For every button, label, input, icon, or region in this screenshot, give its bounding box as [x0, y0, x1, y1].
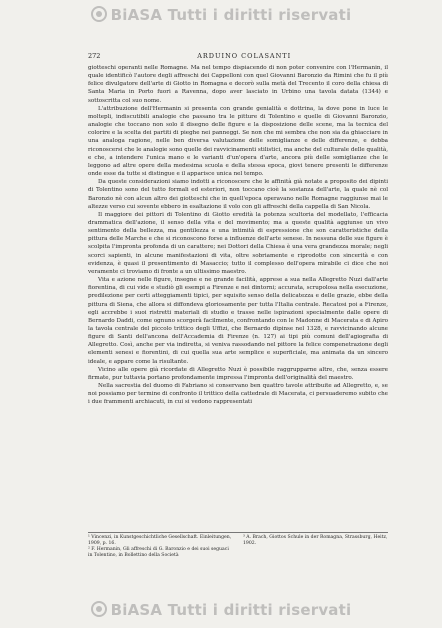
paragraph: Nella sacrestia del duomo di Fabriano si conservano ben quattro tavole attribuite ad Allegretto, e, se noi possiamo per termine di confronto il trittico della cattedrale di Macerata, ci persuaderemo subito che i due frammenti archiacuti, in cui si vedono rappresentati	[88, 383, 388, 406]
watermark-text: BiASA Tutti i diritti riservati	[110, 601, 352, 619]
paragraph: Da queste considerazioni siamo indotti a riconoscere che le affinità già notate a proposito dei dipinti di Tolentino sono del tutto formali ed esteriori, non toccano cioè la sostanza dell'arte, la quale nè col Baronzio nè con alcun altro dei giotteschi che in quell'epoca operavano nelle Romagne raggiunse mai le altezze verso cui sovente ebbero in esaltazione il volo con gli affreschi della cappella di San Nicola.	[88, 179, 388, 210]
page-number: 272	[88, 52, 101, 60]
running-title: ARDUINO COLASANTI	[197, 52, 292, 60]
body-text	[88, 64, 388, 407]
paragraph: Il maggiore dei pittori di Tolentino di Giotto eredità la potenza scultoria del modellato, l'efficacia drammatica dell'azione, il senso della vita e del movimento; ma a queste qualità aggiunse un vivo sentimento della bellezza, ma gentilezza e una intimità di espressione che son caratteristiche della pittura delle Marche e che si riconoscono forse a influenze dell'arte senese. In nessuna delle sue figure è scolpita l'impronta profonda di un carattere; nei Dottori della Chiesa è una vera grandezza morale; negli scorci sapienti, in alcune manifestazioni di vita, oltre sobriamente e riprodotte con sincerità e con evidenza, è quasi il presentimento di Masaccio; tutto il complesso dell'opera mirabile ci dice che noi veramente ci troviamo di fronte a un ultissimo maestro.	[88, 211, 388, 275]
paragraph: L'attribuzione dell'Hermanin si presenta con grande genialità e dottrina, la dove pone in luce le moltepli, indiscutibili analogie che passano tra le pitture di Tolentino e quelle di Giovanni Baronzio, analogie che toccano non solo il disegno delle figure e la disposizione delle scene, ma la tecnica del colorire e la scelta dei partiti di pieghe nei panneggi. Se non che mi sembra che non sia da ghiacciare in una analoga ragione, nelle ben diversa valutazione delle somiglianze e delle differenze, e debba riconoscersi che le analogie sono quelle dei ravvicinamenti stilistici, ma anche del culturale delle qualità, e che, a intendere l'unica mano e le varianti d'un'opera d'arte, ancora più delle somiglianze che le leggono ad altre opere della medesima scuola e della stessa epoca, giovi tenere presenti le differenze onde esse da tutte si distingue e il apparisce unica nel tempo.	[88, 105, 388, 178]
watermark-text: BiASA Tutti i diritti riservati	[110, 6, 352, 24]
library-seal-icon	[91, 601, 107, 617]
watermark-bottom	[0, 601, 442, 619]
footnote: ³ A. Brach, Giottos Schule in der Romagna, Strassburg, Heitz, 1902.	[243, 535, 388, 547]
running-header	[88, 52, 388, 60]
paragraph: Vicino alle opere già ricordate di Allegretto Nuzi è possibile raggrupparne altre, che, senza essere firmate, pur tuttavia portano profondamente impressa l'impronta dell'originalità del maestro.	[88, 366, 388, 381]
footnotes	[88, 532, 388, 559]
library-seal-icon	[91, 6, 107, 22]
paragraph: giotteschi operanti nelle Romagne. Ma nel tempo dispiacendo di non poter convenire con l'Hermanin, il quale identificò l'autore degli affreschi dei Cappelloni con quel Giovanni Baronzio da Rimini che fu il più felice divulgatore dell'arte di Giotto in Romagna e decorò sulla metà del Trecento il coro della chiesa di Santa Maria in Porto fuori a Ravenna, dopo aver lasciato in Urbino una tavola datata (1344) e sottoscritta col suo nome.	[88, 65, 388, 104]
footnotes-left-column	[88, 535, 233, 559]
footnote: ² F. Hermanin, Gli affreschi di G. Baronzio e dei suoi seguaci in Tolentino, in Bollettino della Società	[88, 547, 229, 559]
footnotes-right-column	[243, 535, 388, 559]
footnote: ¹ Vincenzi, in Kunstgeschichtliche Gesellschaft. Einleitungen, 1909, p. 16.	[88, 535, 232, 547]
paragraph: Vita e azione nelle figure, insegne e ne grande facilità, apprese a sua nella Allegretto Nuzi dall'arte fiorentina, di cui vide e studiò gli esempi a Firenze e nei dintorni; accurata, scrupolosa nella esecuzione, predilezione per certi atteggiamenti tipici, per squisito senso della delicatezza e delle grazie, ebbe della pittura di Siena, che allora si diffondeva gloriosamente per tutta l'Italia centrale. Recatosi poi a Firenze, egli accrebbe i suoi ristretti materiali di studio e trasse nelle ispirazioni specialmente dalle opere di Bernardo Daddi, come ognuno scorgerà facilmente, confrontando con le Madonne di Macerata e di Apiro la tavola centrale del piccolo trittico degli Uffizi, che Bernardo dipinse nel 1328, e ravvicinando alcune figure di Santi dell'ancona dell'Accademia di Firenze (n. 127) ai tipi più comuni dell'agiografia di Allegretto. Così, anche per via indiretta, si veniva rassodando nel pittore la felice compenetrazione degli elementi senesi e fiorentini, di cui quella sua arte semplice e superficiale, ma animata da un sincero ideale, e appare come la risultante.	[88, 277, 388, 365]
document-page	[88, 52, 388, 407]
watermark-top	[0, 6, 442, 24]
